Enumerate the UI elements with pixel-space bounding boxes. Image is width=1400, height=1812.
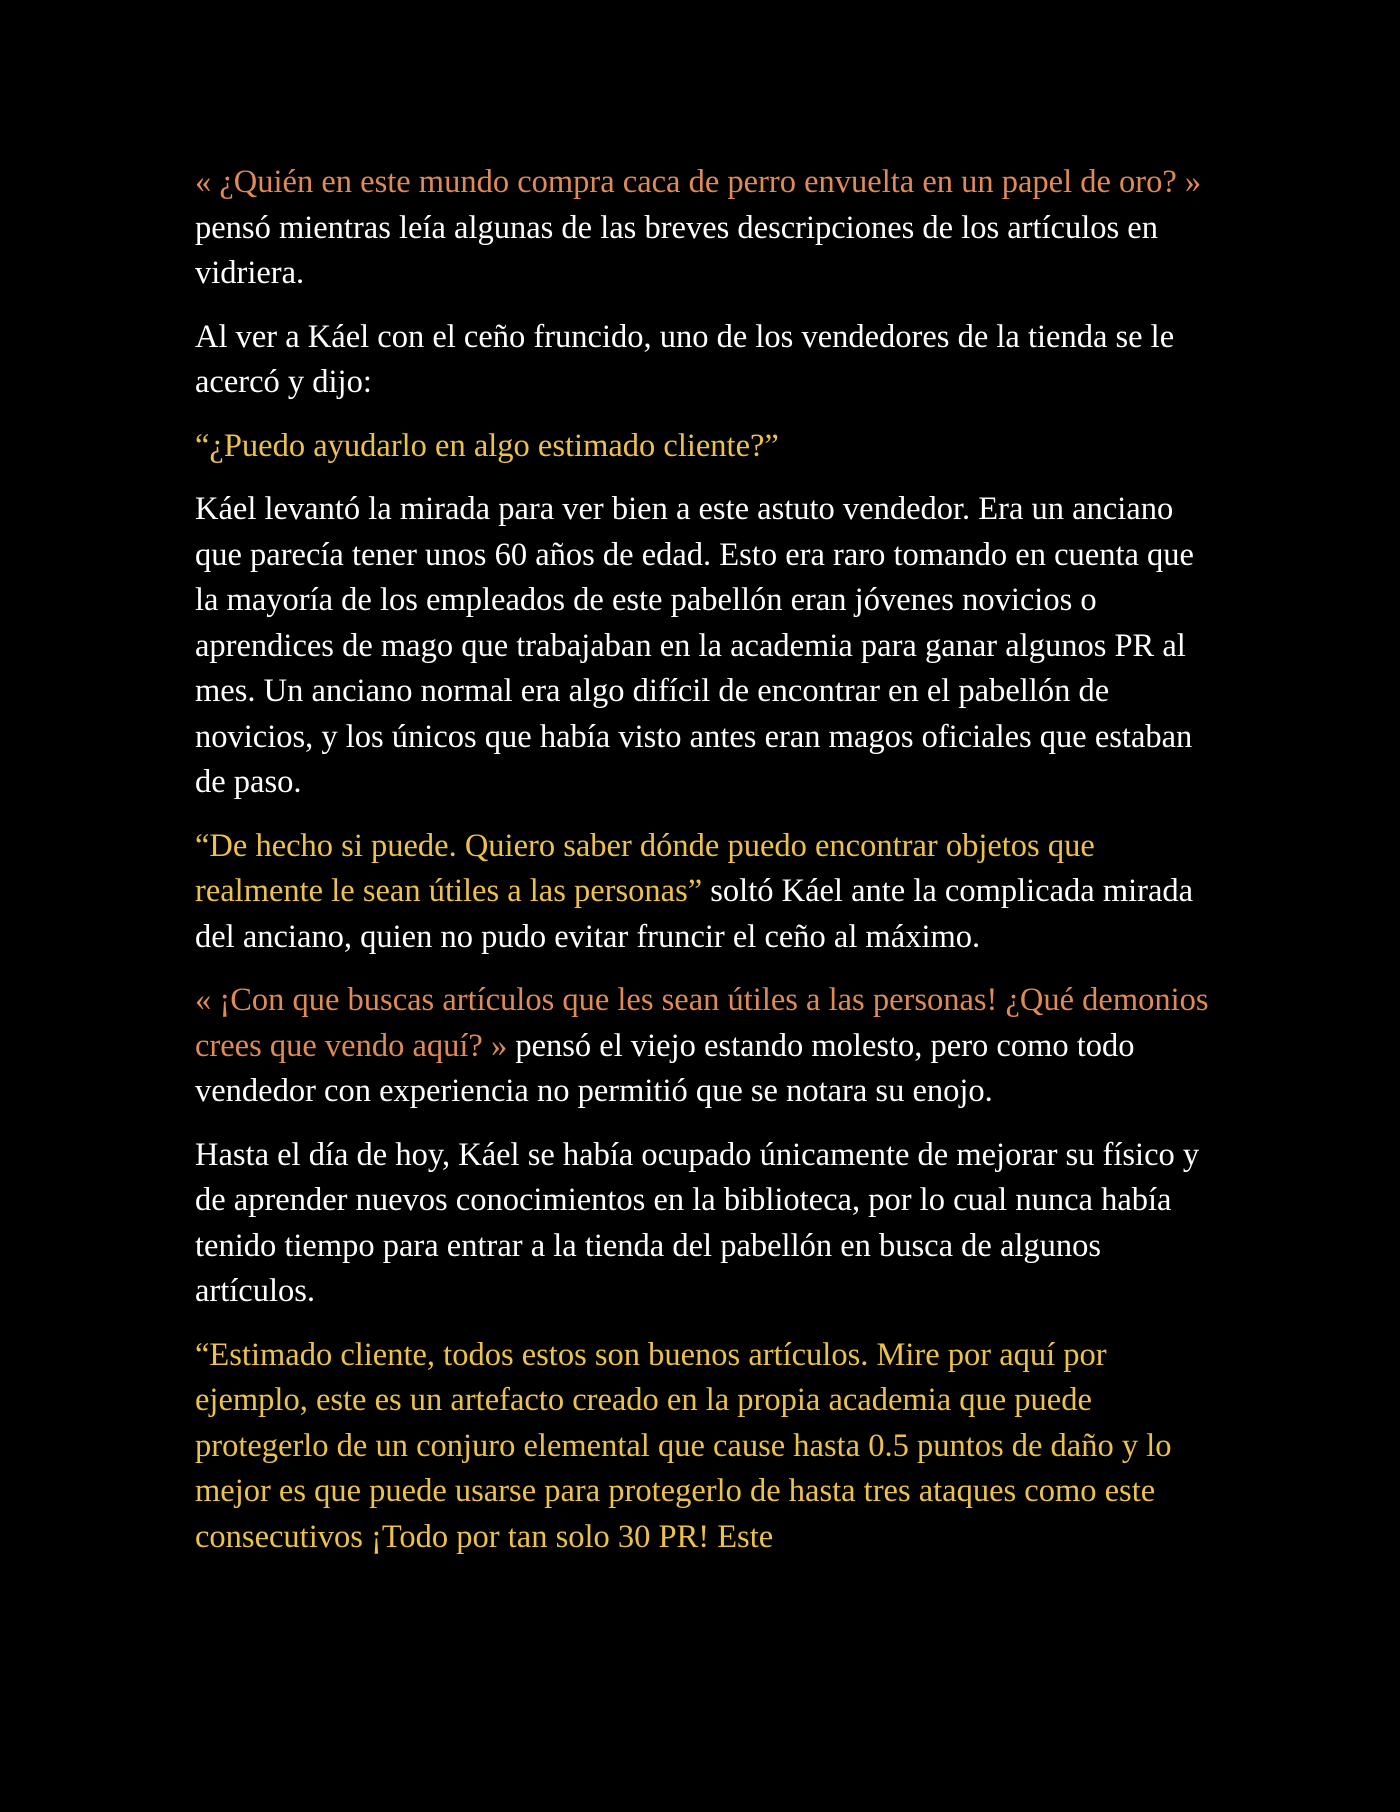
dialogue-text: “¿Puedo ayudarlo en algo estimado cliente?” [195, 427, 779, 464]
dialogue-text: “Estimado cliente, todos estos son buenos artículos. Mire por aquí por ejemplo, este es un artefacto creado en la propia academia que puede protegerlo de un conjuro elemental que cause hasta 0.5 puntos de daño y lo mejor es que puede usarse para protegerlo de hasta tres ataques como este consecutivos ¡Todo por tan solo 30 PR! Este [195, 1336, 1172, 1555]
inner-thought: « ¡Con que buscas artículos que les sean útiles a las personas! ¿Qué demonios crees que vendo aquí? » [195, 982, 1209, 1064]
paragraph-5 [195, 824, 1215, 961]
dialogue-text: “De hecho si puede. Quiero saber dónde puedo encontrar objetos que realmente le sean útiles a las personas” [195, 827, 1095, 909]
narration-text: Al ver a Káel con el ceño fruncido, uno de los vendedores de la tienda se le acercó y dijo: [195, 318, 1175, 400]
paragraph-6 [195, 978, 1215, 1115]
paragraph-3 [195, 424, 1215, 470]
narration-text: Hasta el día de hoy, Káel se había ocupado únicamente de mejorar su físico y de aprender nuevos conocimientos en la biblioteca, por lo cual nunca había tenido tiempo para entrar a la tienda del pabellón en busca de algunos artículos. [195, 1136, 1200, 1309]
narration-text: Káel levantó la mirada para ver bien a este astuto vendedor. Era un anciano que parecía tener unos 60 años de edad. Esto era raro tomando en cuenta que la mayoría de los empleados de este pabellón eran jóvenes novicios o aprendices de mago que trabajaban en la academia para ganar algunos PR al mes. Un anciano normal era algo difícil de encontrar en el pabellón de novicios, y los únicos que había visto antes eran magos oficiales que estaban de paso. [195, 491, 1194, 800]
narration-text: pensó mientras leía algunas de las breves descripciones de los artículos en vidriera. [195, 209, 1158, 291]
narration-text: pensó el viejo estando molesto, pero como todo vendedor con experiencia no permitió que se notara su enojo. [195, 1027, 1135, 1109]
inner-thought: « ¿Quién en este mundo compra caca de perro envuelta en un papel de oro? » [195, 164, 1202, 200]
paragraph-8 [195, 1333, 1215, 1561]
document-page [195, 160, 1215, 1578]
paragraph-2 [195, 315, 1215, 406]
paragraph-1 [195, 160, 1215, 297]
narration-text: soltó Káel ante la complicada mirada del anciano, quien no pudo evitar fruncir el ceño al máximo. [195, 873, 1194, 955]
paragraph-4 [195, 487, 1215, 806]
paragraph-7 [195, 1133, 1215, 1315]
